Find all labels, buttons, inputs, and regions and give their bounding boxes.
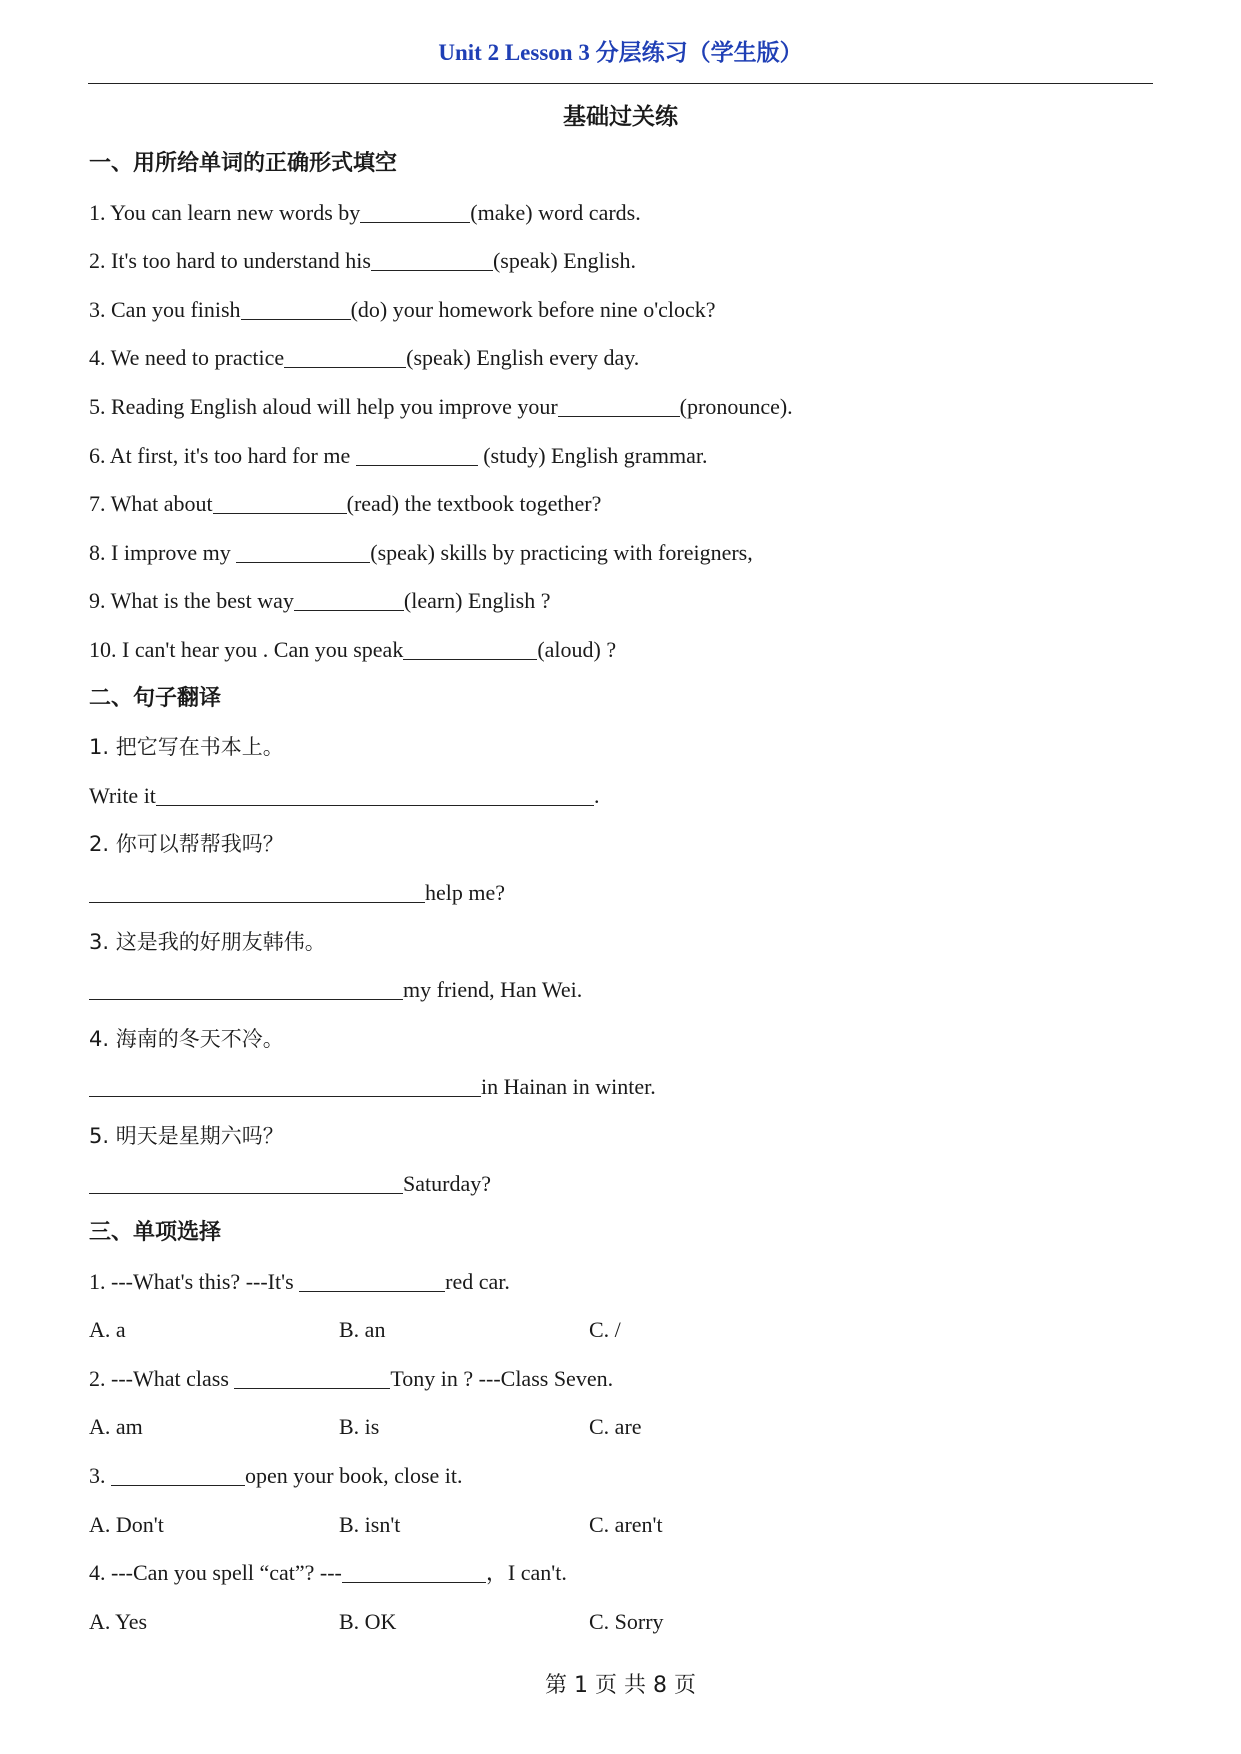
question-line <box>89 1549 1149 1598</box>
option-a[interactable]: A. a <box>89 1317 126 1343</box>
answer-blank[interactable] <box>111 1461 245 1486</box>
option-b[interactable]: B. isn't <box>339 1511 401 1537</box>
translation-prompt: 3. 这是我的好朋友韩伟。 <box>89 929 326 954</box>
question-line <box>89 334 1149 383</box>
answer-blank[interactable] <box>342 1558 486 1583</box>
answer-blank[interactable] <box>89 878 425 903</box>
option-b[interactable]: B. an <box>339 1317 386 1343</box>
question-line <box>89 1258 1149 1307</box>
question-text: 8. I improve my <box>89 539 237 565</box>
question-text: 4. We need to practice <box>89 345 285 371</box>
question-text: 7. What about <box>89 491 213 517</box>
answer-blank[interactable] <box>360 198 470 223</box>
translation-tail: in Hainan in winter. <box>481 1074 656 1100</box>
worksheet-body <box>89 140 1149 1646</box>
translation-answer-line <box>89 772 1149 821</box>
question-line <box>89 1452 1149 1501</box>
answer-blank[interactable] <box>299 1267 445 1292</box>
question-text: 1. You can learn new words by <box>89 199 361 225</box>
answer-blank[interactable] <box>294 586 404 611</box>
question-text: 3. Can you finish <box>89 296 241 322</box>
answer-blank[interactable] <box>156 781 594 806</box>
translation-tail: . <box>593 782 600 808</box>
question-line <box>89 1355 1149 1404</box>
question-text: 10. I can't hear you . Can you speak <box>89 636 404 662</box>
question-text: 5. Reading English aloud will help you improve your <box>89 393 558 419</box>
page-header-title: Unit 2 Lesson 3 分层练习（学生版） <box>438 40 803 65</box>
question-text: 4. ---Can you spell “cat”? --- <box>89 1560 342 1586</box>
answer-blank[interactable] <box>558 392 680 417</box>
answer-blank[interactable] <box>284 343 406 368</box>
answer-blank[interactable] <box>356 441 478 466</box>
question-line <box>89 626 1149 675</box>
option-b[interactable]: B. is <box>339 1414 380 1440</box>
question-text: 6. At first, it's too hard for me <box>89 442 356 468</box>
question-hint: (study) English grammar. <box>477 442 708 468</box>
question-text: 1. ---What's this? ---It's <box>89 1268 300 1294</box>
option-a[interactable]: A. am <box>89 1414 143 1440</box>
question-line <box>89 529 1149 578</box>
answer-blank[interactable] <box>89 1169 403 1194</box>
answer-blank[interactable] <box>234 1364 390 1389</box>
answer-blank[interactable] <box>371 246 493 271</box>
question-text: 2. ---What class <box>89 1365 235 1391</box>
answer-blank[interactable] <box>213 489 347 514</box>
question-hint: (pronounce). <box>679 393 793 419</box>
translation-answer-line <box>89 1063 1149 1112</box>
question-tail: Tony in ? ---Class Seven. <box>390 1365 614 1391</box>
question-hint: (make) word cards. <box>470 199 641 225</box>
question-line <box>89 432 1149 481</box>
option-a[interactable]: A. Don't <box>89 1511 164 1537</box>
section3-heading: 三、单项选择 <box>89 1220 222 1246</box>
question-hint: (speak) skills by practicing with foreigners, <box>370 539 753 565</box>
question-tail: open your book, close it. <box>245 1463 463 1489</box>
translation-tail: help me? <box>425 879 506 905</box>
question-line <box>89 189 1149 238</box>
options-row <box>89 1403 1149 1452</box>
question-hint: (do) your homework before nine o'clock? <box>350 296 716 322</box>
answer-blank[interactable] <box>236 538 370 563</box>
translation-prompt: 2. 你可以帮帮我吗？ <box>89 832 284 857</box>
question-tail: red car. <box>445 1268 510 1294</box>
option-b[interactable]: B. OK <box>339 1608 397 1634</box>
question-hint: (speak) English every day. <box>406 345 640 371</box>
translation-prompt: 5. 明天是星期六吗？ <box>89 1123 284 1148</box>
question-line <box>89 237 1149 286</box>
options-row <box>89 1306 1149 1355</box>
option-c[interactable]: C. are <box>589 1414 642 1440</box>
question-line <box>89 577 1149 626</box>
answer-blank[interactable] <box>241 295 351 320</box>
option-c[interactable]: C. Sorry <box>589 1608 664 1634</box>
translation-prompt: 4. 海南的冬天不冷。 <box>89 1026 284 1051</box>
question-text: 2. It's too hard to understand his <box>89 248 371 274</box>
answer-blank[interactable] <box>403 635 537 660</box>
translation-tail: my friend, Han Wei. <box>403 977 583 1003</box>
section1-heading: 一、用所给单词的正确形式填空 <box>89 151 398 176</box>
translation-answer-line <box>89 966 1149 1015</box>
options-row <box>89 1598 1149 1647</box>
question-line <box>89 286 1149 335</box>
question-text: 9. What is the best way <box>89 588 294 614</box>
question-hint: (read) the textbook together? <box>346 491 602 517</box>
header-divider <box>88 83 1153 84</box>
translation-tail: Saturday? <box>403 1171 491 1197</box>
option-c[interactable]: C. aren't <box>589 1511 663 1537</box>
question-hint: (aloud) ? <box>537 636 617 662</box>
option-c[interactable]: C. / <box>589 1317 621 1343</box>
section2-heading: 二、句子翻译 <box>89 685 222 711</box>
page-number-footer: 第 1 页 共 8 页 <box>545 1673 696 1698</box>
translation-lead: Write it <box>89 782 156 808</box>
section-banner: 基础过关练 <box>563 104 678 130</box>
question-hint: (learn) English ? <box>403 588 551 614</box>
question-text: 3. <box>89 1463 111 1489</box>
answer-blank[interactable] <box>89 1072 481 1097</box>
options-row <box>89 1501 1149 1550</box>
translation-prompt: 1. 把它写在书本上。 <box>89 735 284 760</box>
question-line <box>89 480 1149 529</box>
option-a[interactable]: A. Yes <box>89 1608 148 1634</box>
translation-answer-line <box>89 1160 1149 1209</box>
question-hint: (speak) English. <box>492 248 636 274</box>
translation-answer-line <box>89 869 1149 918</box>
question-line <box>89 383 1149 432</box>
question-tail: ，I can't. <box>485 1560 567 1586</box>
answer-blank[interactable] <box>89 975 403 1000</box>
